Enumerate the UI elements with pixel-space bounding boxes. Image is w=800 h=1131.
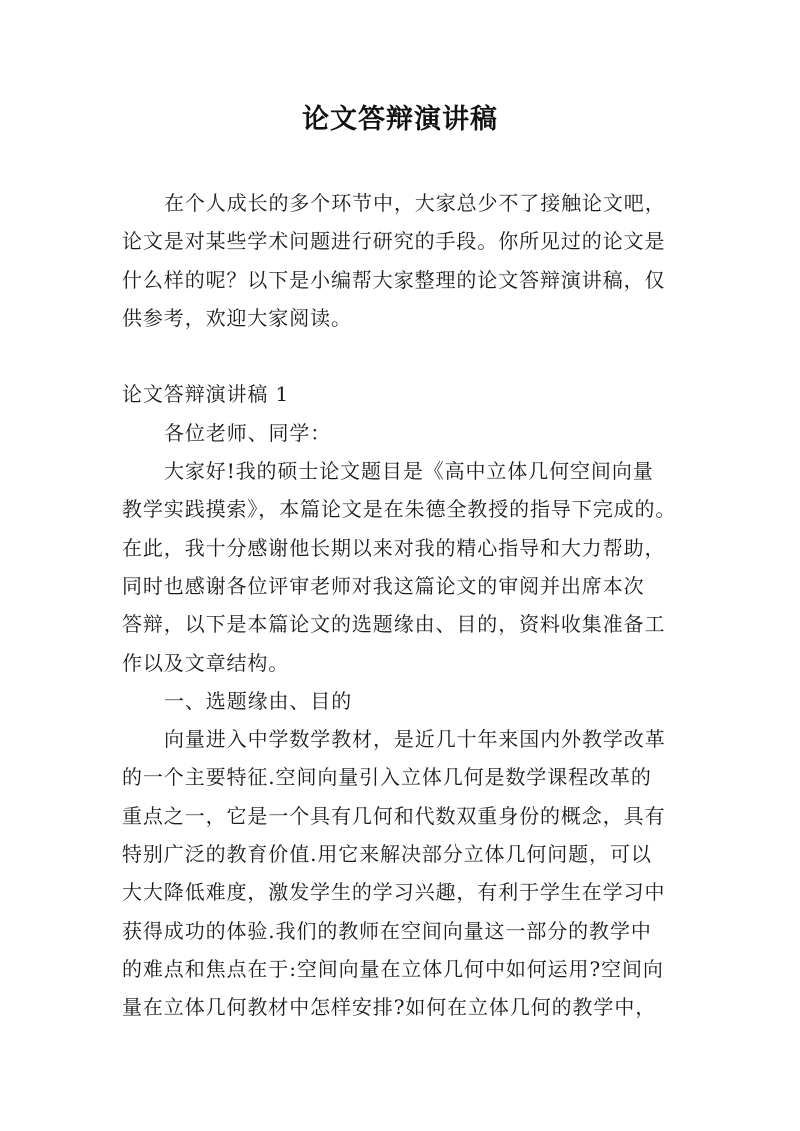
paragraph-line: 同时也感谢各位评审老师对我这篇论文的审阅并出席本次 xyxy=(122,573,645,598)
document-title: 论文答辩演讲稿 xyxy=(302,104,498,135)
paragraph-line: 向量进入中学数学教材，是近几十年来国内外教学改革 xyxy=(164,727,666,752)
paragraph-line: 量在立体几何教材中怎样安排?如何在立体几何的教学中， xyxy=(122,995,657,1020)
paragraph-1 xyxy=(122,452,682,682)
paragraph-line: 的一个主要特征.空间向量引入立体几何是数学课程改革的 xyxy=(122,765,652,790)
blank-line xyxy=(122,337,682,375)
paragraph-line: 大家好!我的硕士论文题目是《高中立体几何空间向量 xyxy=(164,459,654,484)
paragraph-line: 作以及文章结构。 xyxy=(122,650,290,675)
subheading: 一、选题缘由、目的 xyxy=(164,688,353,713)
paragraph-line: 特别广泛的教育价值.用它来解决部分立体几何问题，可以 xyxy=(122,842,652,867)
paragraph-line: 教学实践摸索》，本篇论文是在朱德全教授的指导下完成的。 xyxy=(122,497,677,522)
salutation: 各位老师、同学： xyxy=(164,420,332,445)
intro-line: 什么样的呢？以下是小编帮大家整理的论文答辩演讲稿，仅 xyxy=(122,267,666,292)
paragraph-line: 重点之一，它是一个具有几何和代数双重身份的概念，具有 xyxy=(122,803,666,828)
paragraph-2 xyxy=(122,720,682,1026)
paragraph-line: 大大降低难度，激发学生的学习兴趣，有利于学生在学习中 xyxy=(122,880,666,905)
paragraph-line: 的难点和焦点在于:空间向量在立体几何中如何运用?空间向 xyxy=(122,956,664,981)
paragraph-line: 获得成功的体验.我们的教师在空间向量这一部分的教学中 xyxy=(122,918,652,943)
intro-line: 供参考，欢迎大家阅读。 xyxy=(122,305,352,330)
intro-paragraph xyxy=(122,184,682,337)
intro-line: 论文是对某些学术问题进行研究的手段。你所见过的论文是 xyxy=(122,229,666,254)
intro-line: 在个人成长的多个环节中，大家总少不了接触论文吧， xyxy=(164,191,666,215)
paragraph-line: 在此，我十分感谢他长期以来对我的精心指导和大力帮助， xyxy=(122,535,666,560)
paragraph-line: 答辩，以下是本篇论文的选题缘由、目的，资料收集准备工 xyxy=(122,612,666,637)
document-body xyxy=(122,184,682,1027)
section-heading: 论文答辩演讲稿 1 xyxy=(122,382,290,407)
